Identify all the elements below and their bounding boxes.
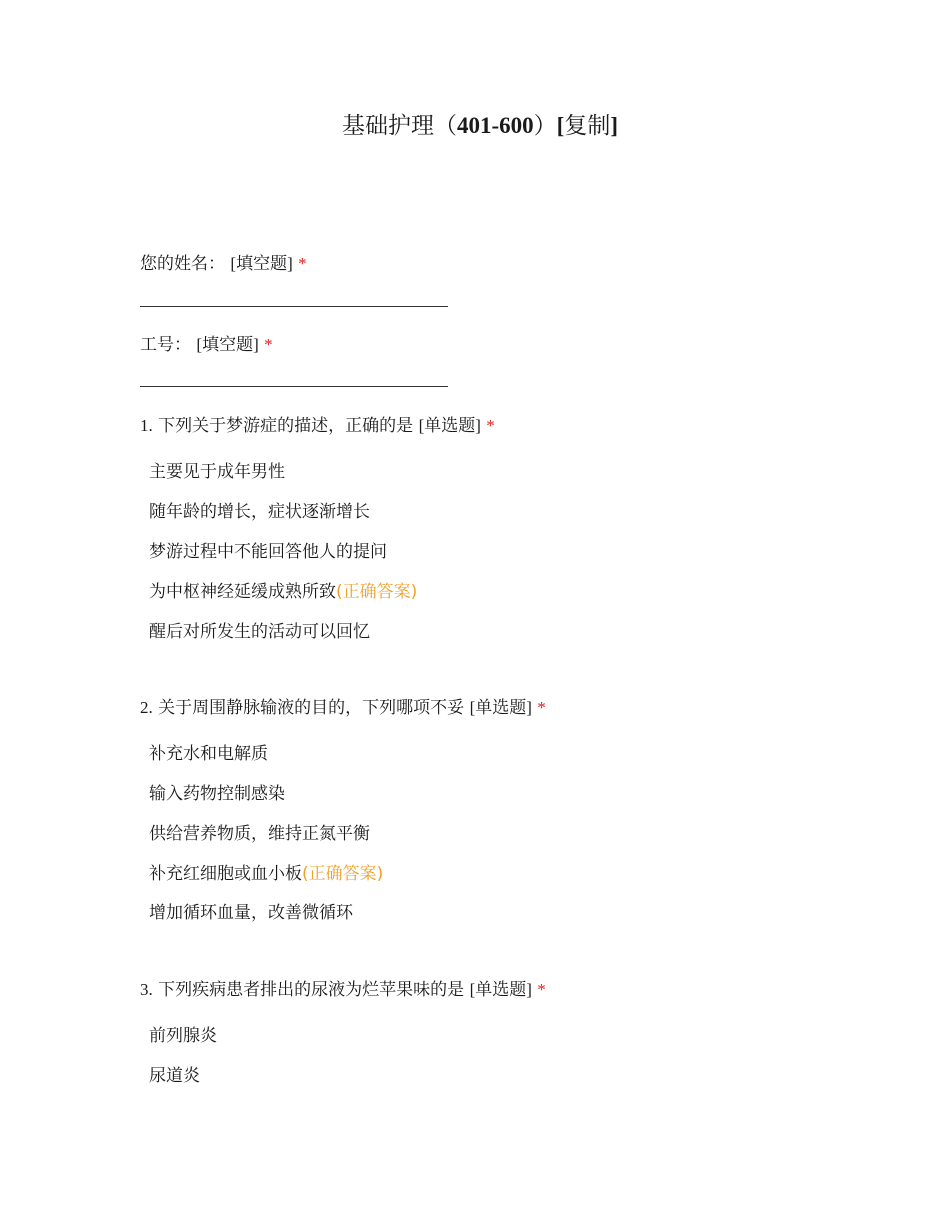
correct-answer-note: (正确答案)	[302, 864, 384, 884]
title-copy: 复制	[564, 113, 611, 138]
employee-id-type-tag: [填空题]	[196, 335, 259, 354]
question-3-number: 3.	[140, 980, 153, 999]
employee-id-label: 工号：	[140, 335, 191, 355]
employee-id-required-mark: *	[264, 335, 273, 354]
title-range: 401-600	[456, 113, 534, 138]
question-2-text: 关于周围静脉输液的目的，下列哪项不妥	[158, 698, 465, 718]
name-field-label	[140, 252, 307, 276]
option-text: 醒后对所发生的活动可以回忆	[149, 622, 370, 642]
question-2-number: 2.	[140, 698, 153, 717]
q1-option-5[interactable]	[149, 620, 370, 644]
q2-option-3[interactable]	[149, 822, 370, 846]
option-text: 梦游过程中不能回答他人的提问	[149, 542, 387, 562]
title-part-3: ）	[533, 113, 557, 138]
q1-option-2[interactable]	[149, 500, 370, 524]
title-bracket-close: ]	[610, 113, 618, 138]
page-title	[0, 110, 950, 142]
q3-option-2[interactable]	[149, 1064, 200, 1088]
option-text: 补充水和电解质	[149, 744, 268, 764]
name-label: 您的姓名：	[140, 254, 225, 274]
question-1-text: 下列关于梦游症的描述，正确的是	[158, 416, 414, 436]
option-text: 补充红细胞或血小板	[149, 864, 302, 884]
correct-answer-note: (正确答案)	[336, 582, 418, 602]
q1-option-1[interactable]	[149, 460, 285, 484]
q1-option-4[interactable]	[149, 580, 417, 604]
name-required-mark: *	[298, 254, 307, 273]
option-text: 供给营养物质，维持正氮平衡	[149, 824, 370, 844]
option-text: 尿道炎	[149, 1066, 200, 1086]
name-type-tag: [填空题]	[230, 254, 293, 273]
question-3	[140, 978, 546, 1002]
question-2-type-tag: [单选题]	[469, 698, 532, 717]
option-text: 为中枢神经延缓成熟所致	[149, 582, 336, 602]
employee-id-field-label	[140, 333, 273, 357]
option-text: 输入药物控制感染	[149, 784, 285, 804]
question-1	[140, 414, 495, 438]
question-2	[140, 696, 546, 720]
option-text: 前列腺炎	[149, 1026, 217, 1046]
question-1-type-tag: [单选题]	[418, 416, 481, 435]
option-text: 增加循环血量，改善微循环	[149, 903, 353, 923]
q1-option-3[interactable]	[149, 540, 387, 564]
question-3-text: 下列疾病患者排出的尿液为烂苹果味的是	[158, 980, 465, 1000]
question-3-required-mark: *	[537, 980, 546, 999]
q3-option-1[interactable]	[149, 1024, 217, 1048]
option-text: 随年龄的增长，症状逐渐增长	[149, 502, 370, 522]
question-1-required-mark: *	[486, 416, 495, 435]
q2-option-1[interactable]	[149, 742, 268, 766]
name-input-line[interactable]	[140, 306, 448, 307]
question-2-required-mark: *	[537, 698, 546, 717]
q2-option-5[interactable]	[149, 901, 353, 925]
question-1-number: 1.	[140, 416, 153, 435]
option-text: 主要见于成年男性	[149, 462, 285, 482]
title-bracket-open: [	[556, 113, 565, 138]
employee-id-input-line[interactable]	[140, 386, 448, 387]
question-3-type-tag: [单选题]	[469, 980, 532, 999]
q2-option-2[interactable]	[149, 782, 285, 806]
title-part-1: 基础护理（	[341, 113, 457, 138]
q2-option-4[interactable]	[149, 862, 383, 886]
